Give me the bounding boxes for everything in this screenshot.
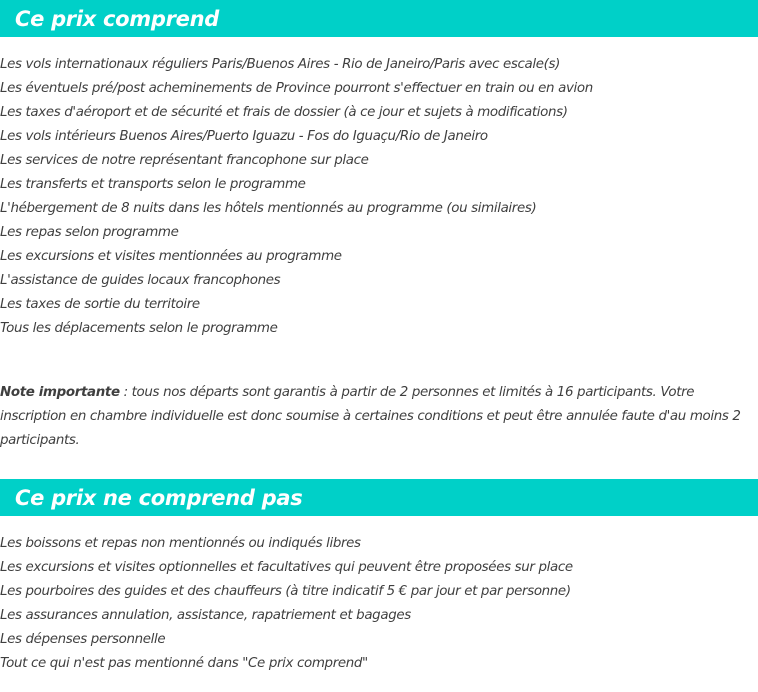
included-item: Les vols internationaux réguliers Paris/Buenos Aires - Rio de Janeiro/Paris avec escale(s) — [0, 57, 561, 72]
included-item: Les services de notre représentant francophone sur place — [0, 153, 369, 168]
excluded-item: Les dépenses personnelle — [0, 632, 166, 647]
included-item: L'hébergement de 8 nuits dans les hôtels mentionnés au programme (ou similaires) — [0, 201, 537, 216]
included-item: Les taxes de sortie du territoire — [0, 297, 200, 312]
excluded-item: Tout ce qui n'est pas mentionné dans "Ce prix comprend" — [0, 656, 368, 671]
included-item: Les excursions et visites mentionnées au programme — [0, 249, 342, 264]
excluded-item: Les assurances annulation, assistance, rapatriement et bagages — [0, 608, 411, 623]
excluded-item: Les excursions et visites optionnelles et facultatives qui peuvent être proposées sur place — [0, 560, 573, 575]
important-note-label: Note importante — [0, 385, 120, 400]
included-item: Les vols intérieurs Buenos Aires/Puerto Iguazu - Fos do Iguaçu/Rio de Janeiro — [0, 129, 488, 144]
included-section-header — [0, 0, 758, 37]
excluded-item: Les boissons et repas non mentionnés ou indiqués libres — [0, 536, 361, 551]
excluded-item: Les pourboires des guides et des chauffeurs (à titre indicatif 5 € par jour et par personne) — [0, 584, 571, 599]
included-item: Les taxes d'aéroport et de sécurité et frais de dossier (à ce jour et sujets à modifications) — [0, 105, 568, 120]
excluded-section-header — [0, 479, 758, 516]
included-item: Les transferts et transports selon le programme — [0, 177, 306, 192]
included-item: Les repas selon programme — [0, 225, 179, 240]
included-item: Les éventuels pré/post acheminements de Province pourront s'effectuer en train ou en avion — [0, 81, 593, 96]
important-note-text: : tous nos départs sont garantis à partir de 2 personnes et limités à 16 participants. Votre inscription en chambre individuelle est donc soumise à certaines conditions et peut être annulée faute d'au moins 2 participants. — [0, 385, 741, 448]
included-section-title: Ce prix comprend — [15, 6, 219, 31]
included-item: L'assistance de guides locaux francophones — [0, 273, 281, 288]
important-note — [0, 381, 758, 453]
included-list — [0, 53, 593, 341]
included-item: Tous les déplacements selon le programme — [0, 321, 278, 336]
excluded-section-title: Ce prix ne comprend pas — [15, 485, 303, 510]
excluded-list — [0, 532, 573, 676]
